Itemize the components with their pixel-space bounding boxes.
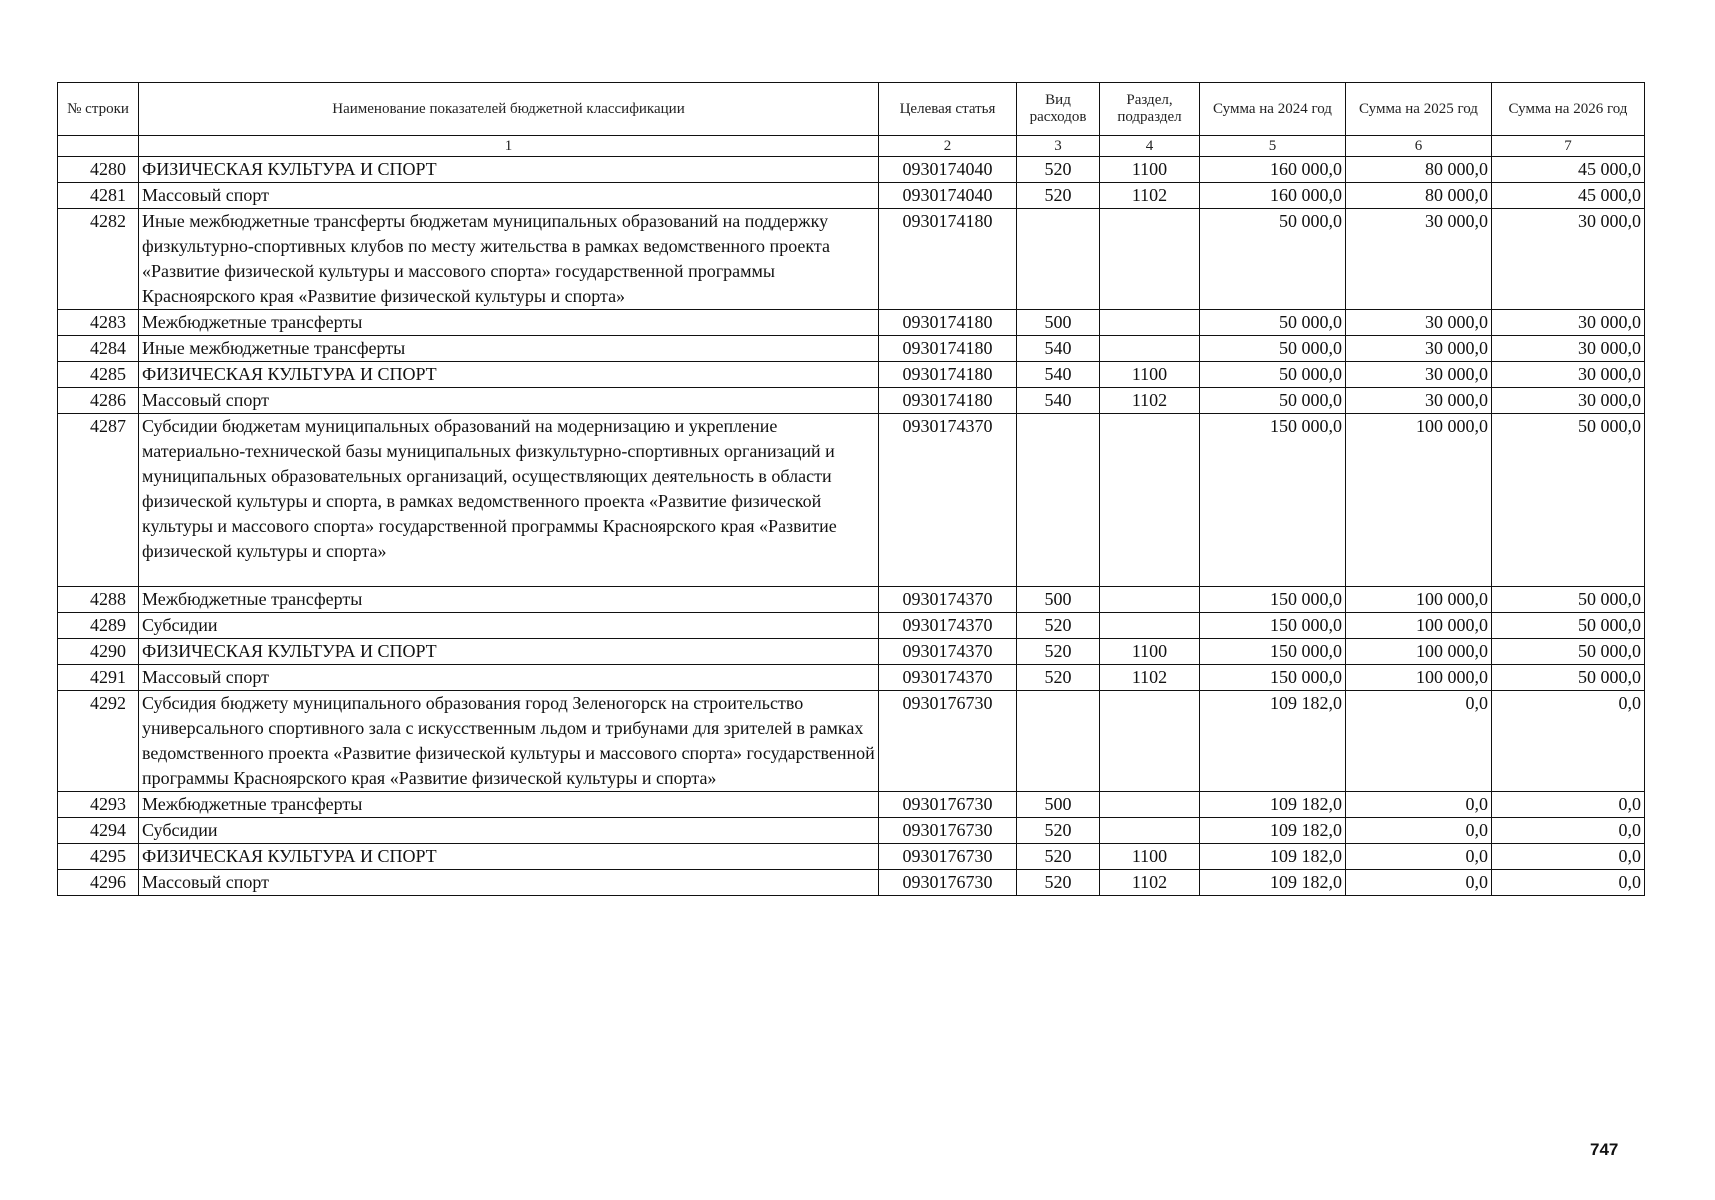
row-number: 4296 bbox=[58, 870, 139, 896]
sum-2024: 50 000,0 bbox=[1200, 310, 1346, 336]
sum-2026: 0,0 bbox=[1492, 844, 1645, 870]
sum-2026: 30 000,0 bbox=[1492, 388, 1645, 414]
column-number: 3 bbox=[1017, 136, 1100, 157]
section-code: 1100 bbox=[1100, 639, 1200, 665]
column-number: 5 bbox=[1200, 136, 1346, 157]
section-code bbox=[1100, 310, 1200, 336]
table-row bbox=[58, 209, 1645, 310]
sum-2024: 109 182,0 bbox=[1200, 792, 1346, 818]
sum-2024: 109 182,0 bbox=[1200, 870, 1346, 896]
indicator-name: Субсидии bbox=[139, 818, 879, 844]
section-code bbox=[1100, 587, 1200, 613]
sum-2025: 100 000,0 bbox=[1346, 639, 1492, 665]
column-number: 2 bbox=[879, 136, 1017, 157]
indicator-name: ФИЗИЧЕСКАЯ КУЛЬТУРА И СПОРТ bbox=[139, 157, 879, 183]
row-number: 4291 bbox=[58, 665, 139, 691]
sum-2026: 50 000,0 bbox=[1492, 639, 1645, 665]
sum-2025: 0,0 bbox=[1346, 691, 1492, 792]
section-code bbox=[1100, 818, 1200, 844]
section-code bbox=[1100, 336, 1200, 362]
table-row bbox=[58, 157, 1645, 183]
target-article: 0930176730 bbox=[879, 844, 1017, 870]
header-expense-type: Вид расходов bbox=[1017, 83, 1100, 136]
sum-2024: 150 000,0 bbox=[1200, 639, 1346, 665]
sum-2026: 30 000,0 bbox=[1492, 362, 1645, 388]
column-number: 7 bbox=[1492, 136, 1645, 157]
sum-2026: 0,0 bbox=[1492, 818, 1645, 844]
target-article: 0930174370 bbox=[879, 613, 1017, 639]
table-row bbox=[58, 414, 1645, 587]
page-number: 747 bbox=[1590, 1140, 1619, 1159]
sum-2025: 0,0 bbox=[1346, 792, 1492, 818]
expense-type: 520 bbox=[1017, 870, 1100, 896]
section-code: 1102 bbox=[1100, 870, 1200, 896]
row-number: 4294 bbox=[58, 818, 139, 844]
target-article: 0930176730 bbox=[879, 818, 1017, 844]
row-number: 4290 bbox=[58, 639, 139, 665]
expense-type bbox=[1017, 691, 1100, 792]
sum-2026: 45 000,0 bbox=[1492, 157, 1645, 183]
sum-2026: 30 000,0 bbox=[1492, 336, 1645, 362]
indicator-name: Массовый спорт bbox=[139, 870, 879, 896]
sum-2025: 30 000,0 bbox=[1346, 388, 1492, 414]
sum-2025: 0,0 bbox=[1346, 870, 1492, 896]
expense-type: 520 bbox=[1017, 818, 1100, 844]
table-body bbox=[58, 157, 1645, 896]
table-row bbox=[58, 183, 1645, 209]
table-row bbox=[58, 844, 1645, 870]
expense-type: 520 bbox=[1017, 613, 1100, 639]
header-sum-2024: Сумма на 2024 год bbox=[1200, 83, 1346, 136]
sum-2026: 50 000,0 bbox=[1492, 414, 1645, 587]
column-number bbox=[58, 136, 139, 157]
sum-2025: 100 000,0 bbox=[1346, 587, 1492, 613]
table-row bbox=[58, 665, 1645, 691]
section-code: 1102 bbox=[1100, 388, 1200, 414]
sum-2024: 50 000,0 bbox=[1200, 362, 1346, 388]
sum-2025: 30 000,0 bbox=[1346, 310, 1492, 336]
row-number: 4286 bbox=[58, 388, 139, 414]
section-code: 1102 bbox=[1100, 665, 1200, 691]
target-article: 0930174370 bbox=[879, 414, 1017, 587]
sum-2026: 45 000,0 bbox=[1492, 183, 1645, 209]
indicator-name: Субсидии bbox=[139, 613, 879, 639]
row-number: 4282 bbox=[58, 209, 139, 310]
table-row bbox=[58, 336, 1645, 362]
sum-2026: 0,0 bbox=[1492, 792, 1645, 818]
sum-2026: 50 000,0 bbox=[1492, 665, 1645, 691]
indicator-name: Межбюджетные трансферты bbox=[139, 310, 879, 336]
sum-2026: 30 000,0 bbox=[1492, 310, 1645, 336]
column-number: 1 bbox=[139, 136, 879, 157]
sum-2024: 50 000,0 bbox=[1200, 209, 1346, 310]
table-row bbox=[58, 613, 1645, 639]
sum-2025: 30 000,0 bbox=[1346, 209, 1492, 310]
table-row bbox=[58, 388, 1645, 414]
sum-2025: 100 000,0 bbox=[1346, 414, 1492, 587]
target-article: 0930174180 bbox=[879, 362, 1017, 388]
sum-2024: 150 000,0 bbox=[1200, 613, 1346, 639]
section-code bbox=[1100, 613, 1200, 639]
sum-2024: 160 000,0 bbox=[1200, 157, 1346, 183]
row-number: 4292 bbox=[58, 691, 139, 792]
column-number: 6 bbox=[1346, 136, 1492, 157]
indicator-name: Массовый спорт bbox=[139, 183, 879, 209]
target-article: 0930174180 bbox=[879, 388, 1017, 414]
indicator-name: ФИЗИЧЕСКАЯ КУЛЬТУРА И СПОРТ bbox=[139, 844, 879, 870]
indicator-name: Массовый спорт bbox=[139, 665, 879, 691]
row-number: 4287 bbox=[58, 414, 139, 587]
expense-type: 500 bbox=[1017, 587, 1100, 613]
header-sum-2025: Сумма на 2025 год bbox=[1346, 83, 1492, 136]
indicator-name: Межбюджетные трансферты bbox=[139, 792, 879, 818]
header-sum-2026: Сумма на 2026 год bbox=[1492, 83, 1645, 136]
column-number: 4 bbox=[1100, 136, 1200, 157]
indicator-name: Иные межбюджетные трансферты бюджетам муниципальных образований на поддержку физкультурно-спортивных клубов по месту жительства в рамках ведомственного проекта «Развитие физической культуры и массового спорта» государственной программы Красноярского края «Развитие физической культуры и спорта» bbox=[139, 209, 879, 310]
target-article: 0930174040 bbox=[879, 183, 1017, 209]
row-number: 4283 bbox=[58, 310, 139, 336]
expense-type: 540 bbox=[1017, 362, 1100, 388]
indicator-name: ФИЗИЧЕСКАЯ КУЛЬТУРА И СПОРТ bbox=[139, 639, 879, 665]
sum-2024: 109 182,0 bbox=[1200, 844, 1346, 870]
sum-2025: 30 000,0 bbox=[1346, 336, 1492, 362]
sum-2024: 109 182,0 bbox=[1200, 691, 1346, 792]
section-code bbox=[1100, 792, 1200, 818]
sum-2024: 109 182,0 bbox=[1200, 818, 1346, 844]
expense-type: 500 bbox=[1017, 310, 1100, 336]
sum-2026: 50 000,0 bbox=[1492, 613, 1645, 639]
section-code bbox=[1100, 414, 1200, 587]
target-article: 0930174370 bbox=[879, 639, 1017, 665]
expense-type: 500 bbox=[1017, 792, 1100, 818]
sum-2024: 50 000,0 bbox=[1200, 388, 1346, 414]
column-number-row bbox=[58, 136, 1645, 157]
sum-2024: 150 000,0 bbox=[1200, 665, 1346, 691]
header-target-article: Целевая статья bbox=[879, 83, 1017, 136]
expense-type: 520 bbox=[1017, 183, 1100, 209]
target-article: 0930176730 bbox=[879, 792, 1017, 818]
expense-type: 520 bbox=[1017, 844, 1100, 870]
section-code: 1102 bbox=[1100, 183, 1200, 209]
sum-2025: 30 000,0 bbox=[1346, 362, 1492, 388]
indicator-name: Иные межбюджетные трансферты bbox=[139, 336, 879, 362]
indicator-name: Субсидии бюджетам муниципальных образований на модернизацию и укрепление материально-технической базы муниципальных физкультурно-спортивных организаций и муниципальных образовательных организаций, осуществляющих деятельность в области физической культуры и спорта, в рамках ведомственного проекта «Развитие физической культуры и массового спорта» государственной программы Красноярского края «Развитие физической культуры и спорта» bbox=[139, 414, 879, 587]
sum-2025: 0,0 bbox=[1346, 818, 1492, 844]
row-number: 4280 bbox=[58, 157, 139, 183]
row-number: 4284 bbox=[58, 336, 139, 362]
sum-2024: 50 000,0 bbox=[1200, 336, 1346, 362]
sum-2025: 80 000,0 bbox=[1346, 157, 1492, 183]
table-row bbox=[58, 818, 1645, 844]
table-row bbox=[58, 310, 1645, 336]
expense-type: 540 bbox=[1017, 388, 1100, 414]
table-row bbox=[58, 792, 1645, 818]
indicator-name: Субсидия бюджету муниципального образования город Зеленогорск на строительство универсального спортивного зала с искусственным льдом и трибунами для зрителей в рамках ведомственного проекта «Развитие физической культуры и массового спорта» государственной программы Красноярского края «Развитие физической культуры и спорта» bbox=[139, 691, 879, 792]
table-row bbox=[58, 639, 1645, 665]
section-code: 1100 bbox=[1100, 362, 1200, 388]
target-article: 0930174370 bbox=[879, 587, 1017, 613]
target-article: 0930176730 bbox=[879, 870, 1017, 896]
header-row bbox=[58, 83, 1645, 136]
sum-2024: 160 000,0 bbox=[1200, 183, 1346, 209]
table-row bbox=[58, 870, 1645, 896]
sum-2024: 150 000,0 bbox=[1200, 414, 1346, 587]
section-code: 1100 bbox=[1100, 157, 1200, 183]
row-number: 4285 bbox=[58, 362, 139, 388]
table-row bbox=[58, 691, 1645, 792]
section-code bbox=[1100, 209, 1200, 310]
section-code: 1100 bbox=[1100, 844, 1200, 870]
expense-type: 520 bbox=[1017, 157, 1100, 183]
row-number: 4293 bbox=[58, 792, 139, 818]
expense-type bbox=[1017, 209, 1100, 310]
target-article: 0930174370 bbox=[879, 665, 1017, 691]
budget-table bbox=[57, 82, 1645, 896]
sum-2025: 100 000,0 bbox=[1346, 613, 1492, 639]
expense-type bbox=[1017, 414, 1100, 587]
target-article: 0930174180 bbox=[879, 209, 1017, 310]
sum-2024: 150 000,0 bbox=[1200, 587, 1346, 613]
header-name: Наименование показателей бюджетной классификации bbox=[139, 83, 879, 136]
sum-2025: 100 000,0 bbox=[1346, 665, 1492, 691]
sum-2026: 0,0 bbox=[1492, 870, 1645, 896]
row-number: 4289 bbox=[58, 613, 139, 639]
sum-2025: 80 000,0 bbox=[1346, 183, 1492, 209]
section-code bbox=[1100, 691, 1200, 792]
row-number: 4288 bbox=[58, 587, 139, 613]
indicator-name: Межбюджетные трансферты bbox=[139, 587, 879, 613]
expense-type: 520 bbox=[1017, 639, 1100, 665]
sum-2026: 0,0 bbox=[1492, 691, 1645, 792]
indicator-name: ФИЗИЧЕСКАЯ КУЛЬТУРА И СПОРТ bbox=[139, 362, 879, 388]
row-number: 4281 bbox=[58, 183, 139, 209]
target-article: 0930176730 bbox=[879, 691, 1017, 792]
target-article: 0930174040 bbox=[879, 157, 1017, 183]
indicator-name: Массовый спорт bbox=[139, 388, 879, 414]
expense-type: 540 bbox=[1017, 336, 1100, 362]
row-number: 4295 bbox=[58, 844, 139, 870]
sum-2026: 30 000,0 bbox=[1492, 209, 1645, 310]
header-section: Раздел, подраздел bbox=[1100, 83, 1200, 136]
table-row bbox=[58, 587, 1645, 613]
table-row bbox=[58, 362, 1645, 388]
header-row-number: № строки bbox=[58, 83, 139, 136]
sum-2025: 0,0 bbox=[1346, 844, 1492, 870]
expense-type: 520 bbox=[1017, 665, 1100, 691]
target-article: 0930174180 bbox=[879, 336, 1017, 362]
sum-2026: 50 000,0 bbox=[1492, 587, 1645, 613]
target-article: 0930174180 bbox=[879, 310, 1017, 336]
